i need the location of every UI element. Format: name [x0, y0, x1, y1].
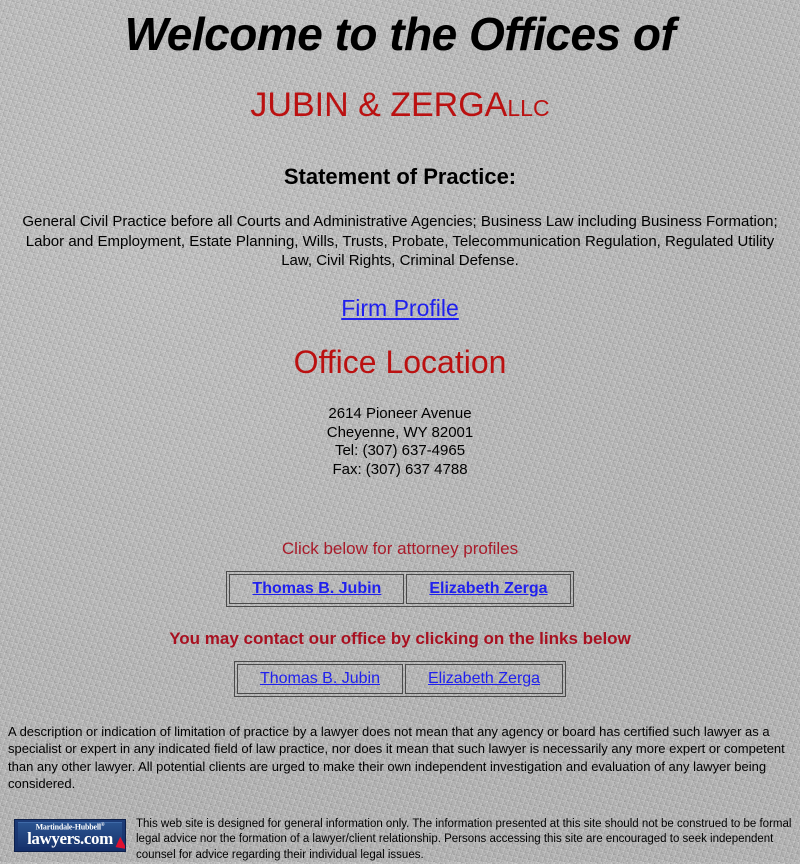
contact-link-zerga[interactable]: Elizabeth Zerga — [428, 669, 541, 687]
lawyers-com-badge[interactable] — [14, 819, 126, 852]
address-telephone: Tel: (307) 637-4965 — [334, 442, 466, 460]
page-container — [0, 8, 800, 864]
contact-cell-jubin[interactable] — [237, 664, 403, 694]
badge-brand-main: lawyers.com — [27, 828, 113, 848]
address-fax: Fax: (307) 637 4788 — [332, 461, 468, 479]
contact-prompt: You may contact our office by clicking on the links below — [169, 628, 631, 648]
attorney-profile-link-zerga[interactable]: Elizabeth Zerga — [429, 579, 548, 597]
contact-link-jubin[interactable]: Thomas B. Jubin — [259, 669, 380, 687]
practice-description: General Civil Practice before all Courts and Administrative Agencies; Business Law including Business Formation; Labor and Employment, Estate Planning, Wills, Trusts, Probate, Telecommunication Regulation, Regulated Utility Law, Civil Rights, Criminal Defense. — [22, 213, 778, 270]
attorney-profile-link-jubin[interactable]: Thomas B. Jubin — [252, 579, 382, 597]
attorney-profile-cell-zerga[interactable] — [406, 574, 570, 604]
office-location-heading: Office Location — [293, 343, 507, 380]
firm-profile-link[interactable]: Firm Profile — [341, 294, 459, 321]
firm-profile-link-wrap — [0, 295, 800, 322]
firm-name-suffix: LLC — [507, 94, 550, 121]
table-row — [229, 574, 570, 604]
attorney-profiles-prompt: Click below for attorney profiles — [281, 538, 519, 558]
attorney-profile-cell-jubin[interactable] — [229, 574, 404, 604]
badge-brand-top-text: Martindale-Hubbell — [35, 822, 101, 832]
office-address — [0, 405, 800, 480]
address-city-state-zip: Cheyenne, WY 82001 — [326, 423, 474, 441]
registered-mark-icon: ® — [100, 822, 105, 828]
attorney-profiles-table — [226, 571, 573, 607]
page-title: Welcome to the Offices of — [124, 8, 676, 60]
address-street: 2614 Pioneer Avenue — [328, 404, 472, 422]
footer — [0, 817, 800, 864]
practice-limitation-disclaimer: A description or indication of limitation of practice by a lawyer does not mean that any agency or board has certified such lawyer as a specialist or expert in any indicated field of law practice, nor does it mean that such lawyer is necessarily any more expert or competent than any other lawyer. All potential clients are urged to make their own independent investigation and evaluation of any lawyer being considered. — [8, 723, 785, 792]
contact-links-table — [234, 661, 566, 697]
firm-name-main: JUBIN & ZERGA — [250, 85, 508, 124]
statement-of-practice-heading: Statement of Practice: — [283, 164, 517, 190]
site-notice-disclaimer: This web site is designed for general information only. The information presented at this site should not be construed to be formal legal advice nor the formation of a lawyer/client relationship. Persons accessing this site are encouraged to seek independent counsel for advice regarding their individual legal issues. — [136, 817, 792, 861]
firm-name — [0, 87, 800, 124]
table-row — [237, 664, 563, 694]
contact-cell-zerga[interactable] — [405, 664, 563, 694]
